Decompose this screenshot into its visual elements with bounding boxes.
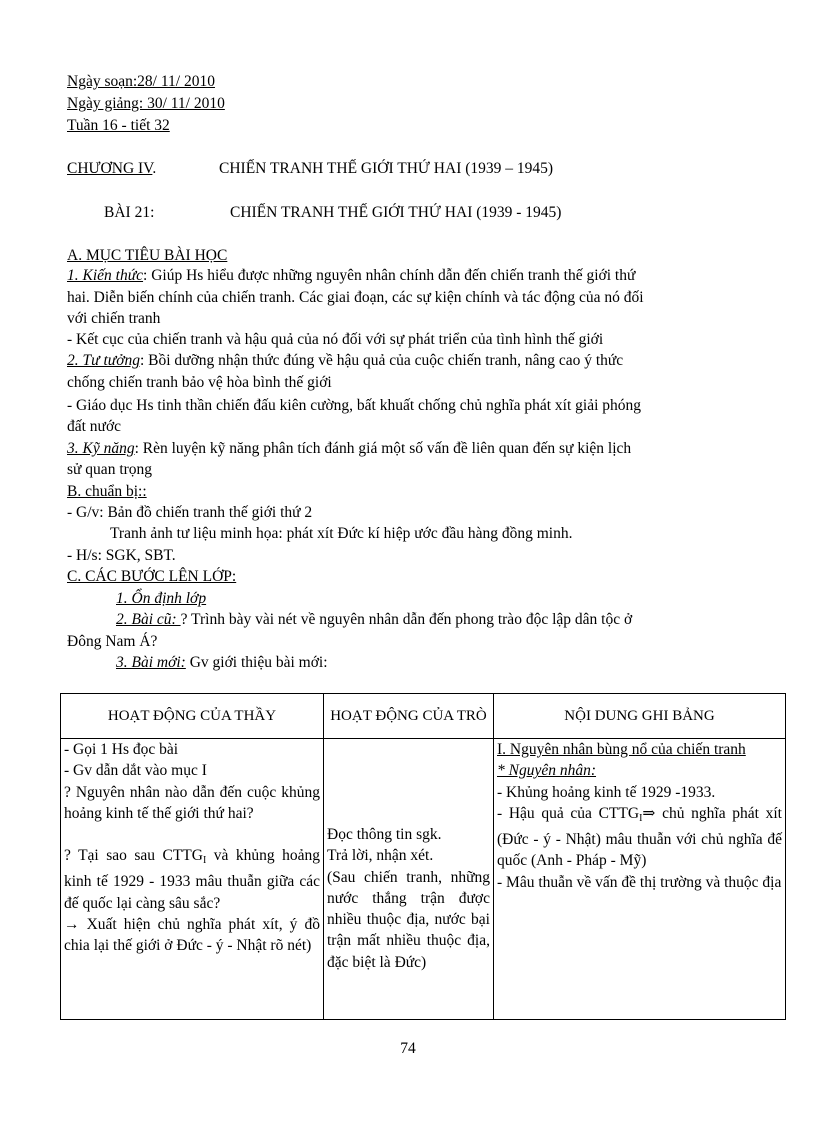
chapter-heading: [67, 158, 787, 179]
noidung-p2-text-a: - Hậu quả của CTTG: [497, 804, 640, 822]
kien-thuc-line-2: hai. Diễn biến chính của chiến tranh. Các giai đoạn, các sự kiện chính và tác động của nó đối: [67, 289, 644, 306]
section-c-title: C. CÁC BƯỚC LÊN LỚP:: [67, 568, 237, 585]
lesson-label: BÀI 21:: [104, 204, 155, 221]
tro-line-3: (Sau chiến tranh, những nước thắng trận được nhiều thuộc địa, nước bại trận mất nhiều thuộc địa, đặc biệt là Đức): [327, 868, 490, 971]
double-arrow-right-icon: ⇒: [642, 804, 656, 822]
header-hoat-dong-thay: HOẠT ĐỘNG CỦA THẦY: [61, 694, 324, 739]
page-number: 74: [400, 1040, 416, 1057]
tuan-tiet: Tuần 16 - tiết 32: [67, 117, 170, 134]
tu-tuong-label: 2. Tư tưởng: [67, 352, 140, 369]
noidung-title: I. Nguyên nhân bùng nổ của chiến tranh: [497, 741, 746, 758]
tro-spacer: [327, 739, 490, 824]
lesson-title: CHIẾN TRANH THẾ GIỚI THỨ HAI (1939 - 1945): [230, 204, 562, 221]
kien-thuc-line-1: [67, 265, 787, 286]
table-row: [61, 739, 786, 1020]
ket-cuc-line: - Kết cục của chiến tranh và hậu quả của nó đối với sự phát triển của tình hình thế giới: [67, 331, 604, 348]
gv-prep: - G/v: Bản đồ chiến tranh thế giới thứ 2: [67, 504, 313, 521]
thay-line-2: - Gv dẫn dắt vào mục I: [64, 762, 207, 780]
on-dinh-lop: 1. Ổn định lớp: [116, 590, 207, 607]
tro-line-1: Đọc thông tin sgk.: [327, 826, 442, 843]
cell-hoat-dong-tro: [324, 739, 494, 1020]
ngay-soan: Ngày soạn:28/ 11/ 2010: [67, 73, 215, 90]
chapter-title: CHIẾN TRANH THẾ GIỚI THỨ HAI (1939 – 1945): [219, 160, 554, 177]
noidung-p2-sub: I: [639, 812, 643, 824]
noidung-p2-text-b: chủ nghĩa phát xít (Đức - ý - Nhật) mâu thuẫn với chủ nghĩa đế quốc (Anh - Pháp - Mỹ): [497, 804, 782, 870]
header-noi-dung: NỘI DUNG GHI BẢNG: [494, 694, 786, 739]
tu-tuong-line-2: chống chiến tranh bảo vệ hòa bình thế giới: [67, 374, 332, 391]
tu-tuong-line-1: [67, 350, 787, 371]
ngay-giang: Ngày giảng: 30/ 11/ 2010: [67, 95, 225, 112]
bai-moi-label: 3. Bài mới:: [116, 654, 186, 671]
noidung-point-1: - Khủng hoảng kinh tế 1929 -1933.: [497, 783, 716, 801]
tro-line-2: Trả lời, nhận xét.: [327, 847, 434, 865]
ky-nang-text-1: : Rèn luyện kỹ năng phân tích đánh giá một số vấn đề liên quan đến sự kiện lịch: [134, 440, 632, 457]
thay-line-1: - Gọi 1 Hs đọc bài: [64, 741, 179, 758]
ky-nang-line-1: [67, 438, 787, 459]
kien-thuc-line-3: với chiến tranh: [67, 310, 161, 327]
thay-answer-text: Xuất hiện chủ nghĩa phát xít, ý đồ chia lại thế giới ở Đức - ý - Nhật rõ nét): [64, 916, 320, 955]
bai-cu-label: 2. Bài cũ:: [116, 611, 181, 628]
noidung-subtitle: * Nguyên nhân:: [497, 762, 597, 780]
giao-duc-line-1: - Giáo dục Hs tinh thần chiến đấu kiên cường, bất khuất chống chủ nghĩa phát xít giải phóng: [67, 397, 642, 414]
bai-cu-text-1: ? Trình bày vài nét về nguyên nhân dẫn đến phong trào độc lập dân tộc ở: [180, 611, 633, 628]
header-hoat-dong-tro: HOẠT ĐỘNG CỦA TRÒ: [324, 694, 494, 739]
ky-nang-label: 3. Kỹ năng: [67, 440, 135, 457]
cell-hoat-dong-thay: [61, 739, 324, 1020]
noidung-point-2: [497, 803, 782, 872]
section-a-title: A. MỤC TIÊU BÀI HỌC: [67, 247, 228, 264]
bai-cu-line-2: Đông Nam Á?: [67, 633, 158, 650]
bai-cu-line-1: [116, 609, 787, 630]
thay-q2-text-b: và khủng hoảng kinh tế 1929 - 1933 mâu thuẫn giữa các đế quốc lại càng sâu sắc?: [64, 847, 321, 912]
cell-noi-dung: [494, 739, 786, 1020]
thay-question-2: [64, 845, 320, 914]
lesson-heading: [104, 202, 816, 223]
thay-q2-text-a: ? Tại sao sau CTTG: [64, 847, 203, 865]
thay-answer: [64, 914, 320, 957]
section-b-title: B. chuẩn bị::: [67, 483, 147, 500]
giao-duc-line-2: đất nước: [67, 418, 122, 435]
table-header-row: [61, 694, 786, 739]
tranh-prep: Tranh ảnh tư liệu minh họa: phát xít Đức kí hiệp ước đầu hàng đồng minh.: [110, 525, 573, 542]
chapter-dot: .: [152, 160, 157, 177]
kien-thuc-label: 1. Kiến thức: [67, 267, 144, 284]
thay-q2-sub: I: [202, 855, 207, 867]
tu-tuong-text-1: : Bồi dưỡng nhận thức đúng về hậu quả của cuộc chiến tranh, nâng cao ý thức: [139, 352, 624, 369]
kien-thuc-text-1: : Giúp Hs hiểu được những nguyên nhân chính dẫn đến chiến tranh thế giới thứ: [143, 267, 636, 284]
thay-spacer: [64, 824, 320, 845]
bai-moi-line: [116, 652, 816, 673]
noidung-point-3: - Mâu thuẫn về vấn đề thị trường và thuộc địa: [497, 873, 782, 891]
arrow-right-icon: →: [64, 916, 80, 934]
bai-moi-text: Gv giới thiệu bài mới:: [185, 654, 328, 671]
ky-nang-line-2: sử quan trọng: [67, 461, 153, 478]
chapter-label: CHƯƠNG IV: [67, 160, 153, 177]
thay-question-1: ? Nguyên nhân nào dẫn đến cuộc khủng hoảng kinh tế thế giới thứ hai?: [64, 783, 320, 822]
hs-prep: - H/s: SGK, SBT.: [67, 547, 176, 564]
lesson-table: [60, 693, 786, 1020]
